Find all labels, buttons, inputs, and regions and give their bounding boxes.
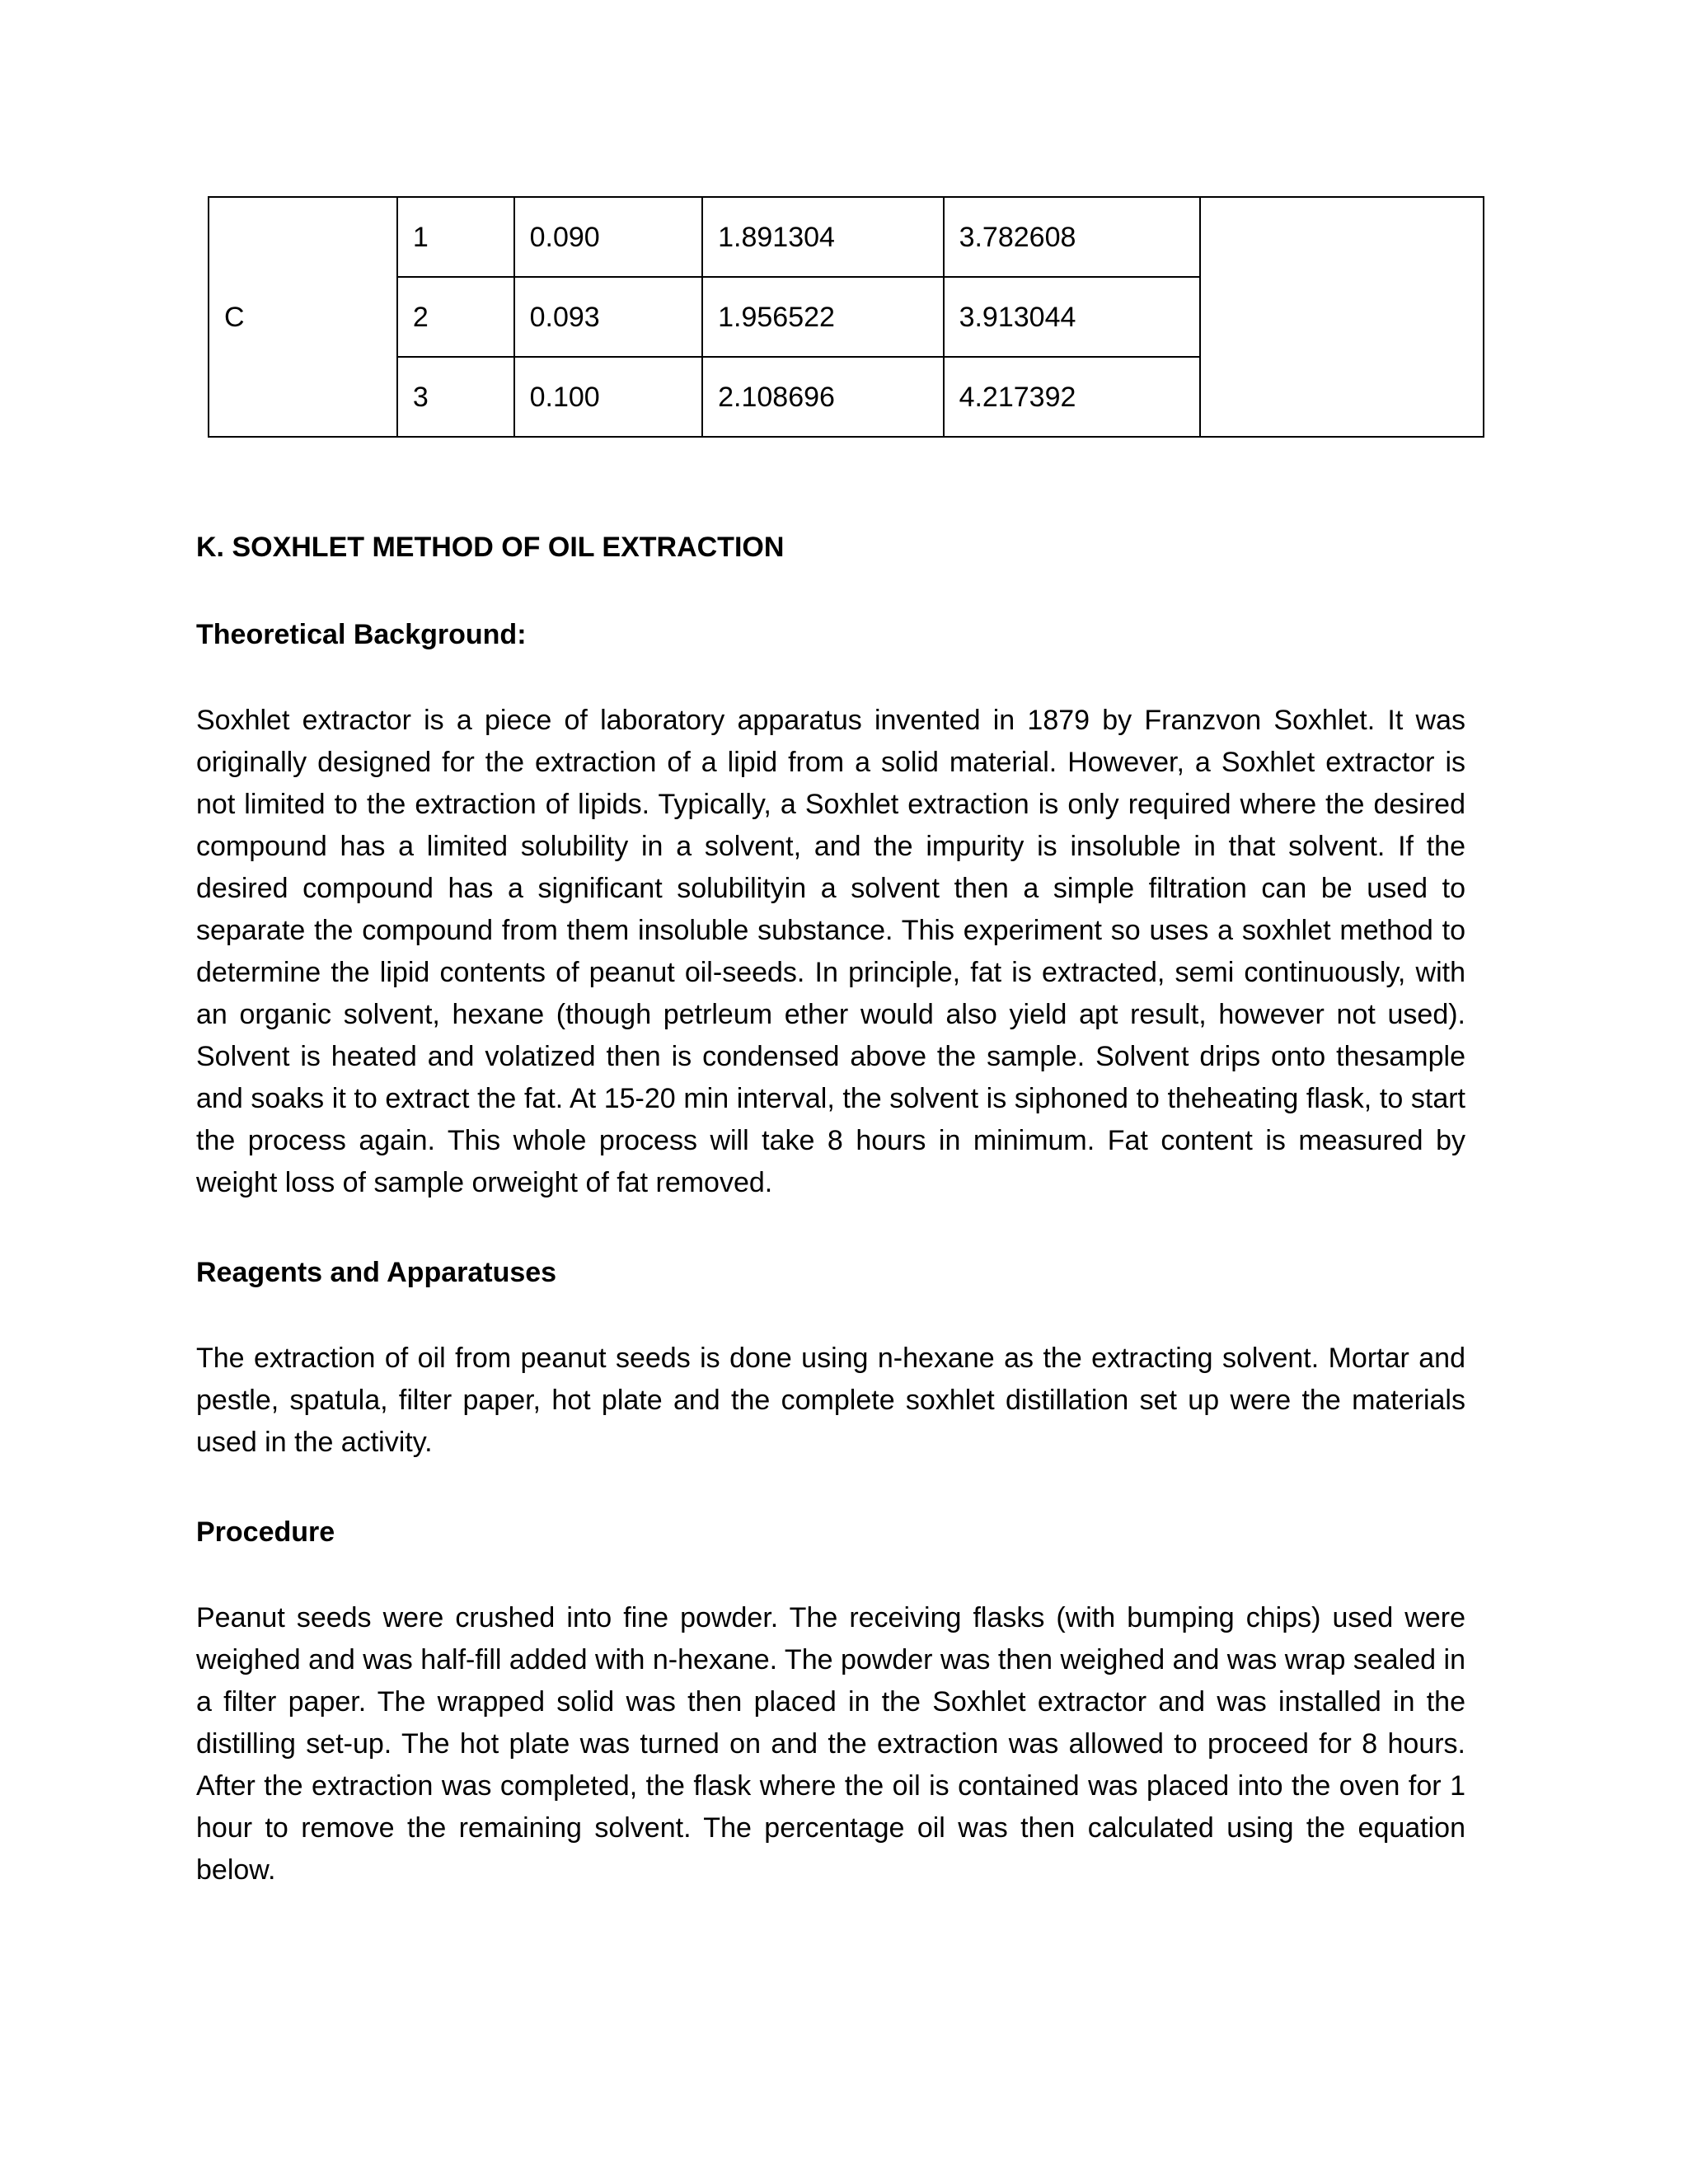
value-cell: 0.093 — [514, 277, 703, 357]
theory-paragraph: Soxhlet extractor is a piece of laboratory apparatus invented in 1879 by Franzvon Soxhlet. It was originally designed for the extraction of a lipid from a solid material. However, a Soxhlet extractor is not limited to the extraction of lipids. Typically, a Soxhlet extraction is only required where the desired compound has a limited solubility in a solvent, and the impurity is insoluble in that solvent. If the desired compound has a significant solubilityin a solvent then a simple filtration can be used to separate the compound from them insoluble substance. This experiment so uses a soxhlet method to determine the lipid contents of peanut oil-seeds. In principle, fat is extracted, semi continuously, with an organic solvent, hexane (though petrleum ether would also yield apt result, however not used). Solvent is heated and volatized then is condensed above the sample. Solvent drips onto thesample and soaks it to extract the fat. At 15-20 min interval, the solvent is siphoned to theheating flask, to start the process again. This whole process will take 8 hours in minimum. Fat content is measured by weight loss of sample orweight of fat removed. — [196, 705, 1465, 1198]
value-cell: 0.100 — [514, 357, 703, 437]
results-table — [208, 196, 1484, 438]
reagents-heading: Reagents and Apparatuses — [196, 1257, 557, 1288]
trial-cell: 1 — [397, 197, 514, 277]
document-body — [196, 523, 1465, 1891]
trial-cell: 3 — [397, 357, 514, 437]
table-row — [209, 197, 1484, 277]
reagents-paragraph: The extraction of oil from peanut seeds is done using n-hexane as the extracting solvent. Mortar and pestle, spatula, filter paper, hot plate and the complete soxhlet distillation set up were the materials used in the activity. — [196, 1343, 1465, 1458]
theory-heading: Theoretical Background: — [196, 619, 527, 650]
group-label-cell: C — [209, 197, 397, 437]
value-cell: 2.108696 — [702, 357, 943, 437]
procedure-paragraph: Peanut seeds were crushed into fine powder. The receiving flasks (with bumping chips) used were weighed and was half-fill added with n-hexane. The powder was then weighed and was wrap sealed in a filter paper. The wrapped solid was then placed in the Soxhlet extractor and was installed in the distilling set-up. The hot plate was turned on and the extraction was allowed to proceed for 8 hours. After the extraction was completed, the flask where the oil is contained was placed into the oven for 1 hour to remove the remaining solvent. The percentage oil was then calculated using the equation below. — [196, 1602, 1465, 1886]
trial-cell: 2 — [397, 277, 514, 357]
value-cell: 1.956522 — [702, 277, 943, 357]
value-cell: 0.090 — [514, 197, 703, 277]
value-cell: 3.913044 — [944, 277, 1200, 357]
empty-cell — [1200, 197, 1484, 437]
value-cell: 4.217392 — [944, 357, 1200, 437]
procedure-heading: Procedure — [196, 1516, 335, 1548]
value-cell: 3.782608 — [944, 197, 1200, 277]
value-cell: 1.891304 — [702, 197, 943, 277]
section-title: K. SOXHLET METHOD OF OIL EXTRACTION — [196, 532, 785, 563]
